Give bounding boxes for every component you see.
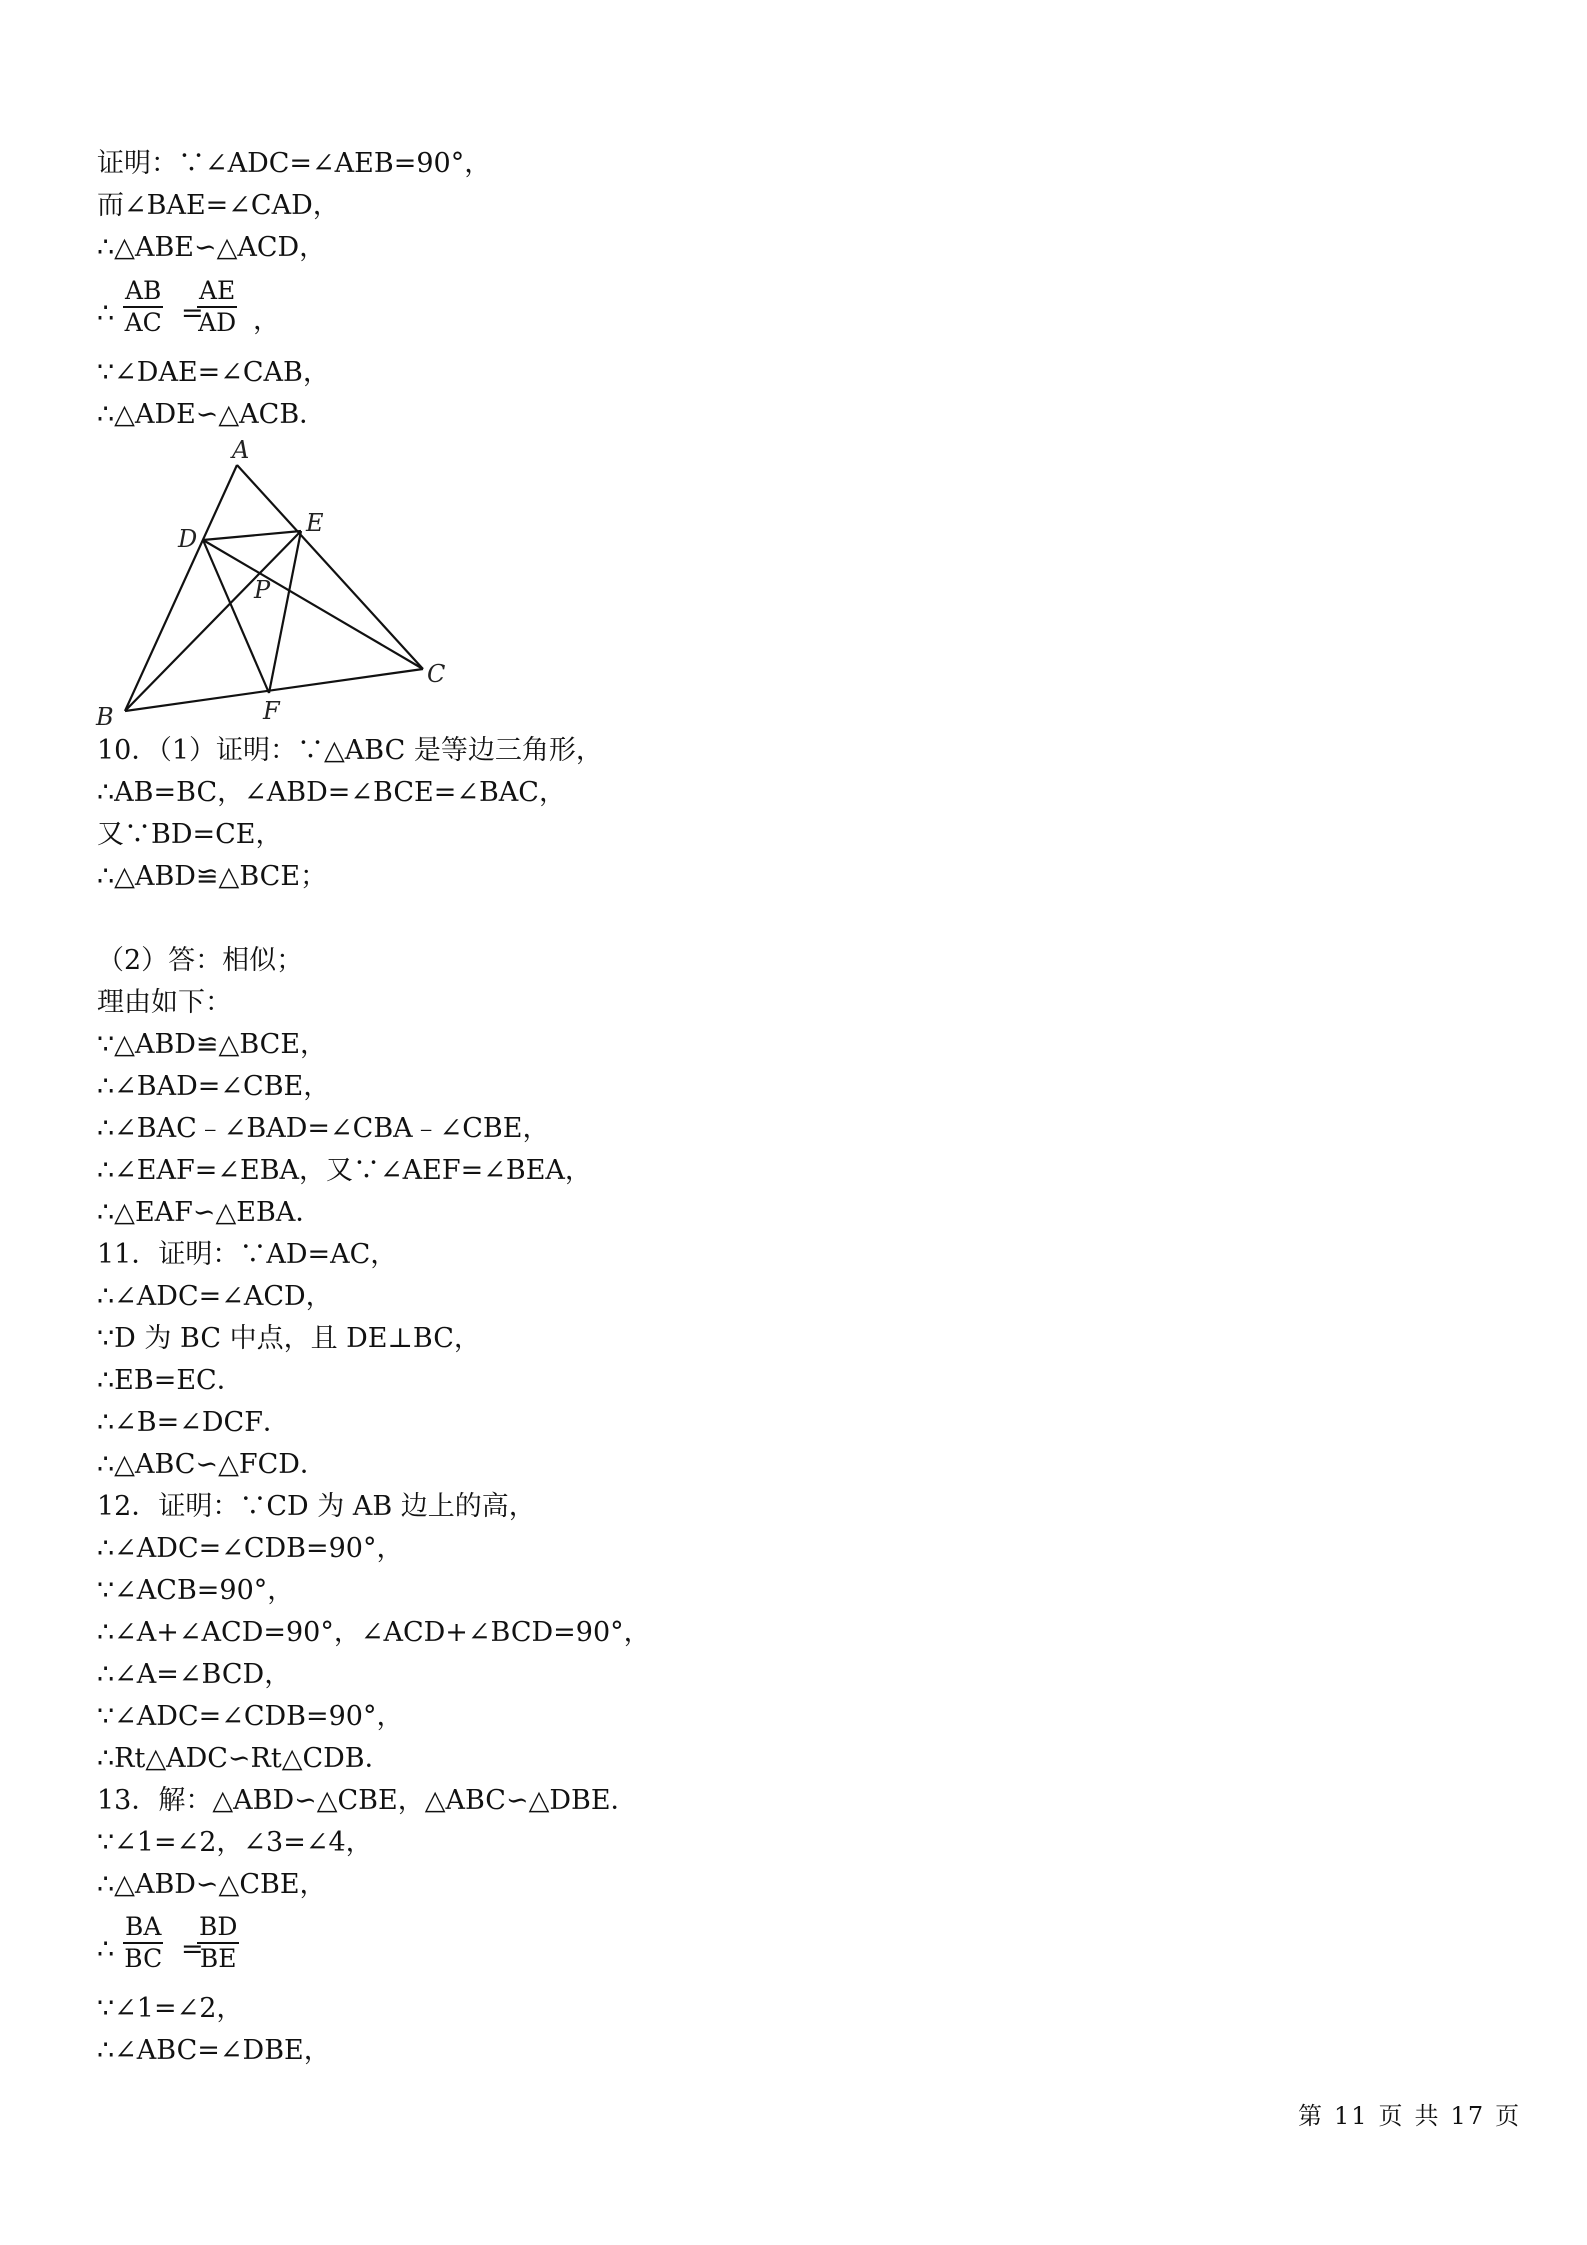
segment-de [203, 531, 301, 540]
fraction-left [123, 1912, 163, 1974]
label-b: B [96, 703, 114, 730]
label-f: F [263, 697, 280, 725]
page-footer [1298, 2096, 1531, 2131]
fraction-right [197, 1912, 239, 1974]
text-line: ∴∠ADC=∠CDB=90°， [97, 1533, 404, 1564]
text-line: 又∵BD=CE， [97, 819, 283, 850]
text-line: 10．（1）证明：∵△ABC 是等边三角形， [97, 735, 603, 766]
footer-ye2: 页 [1495, 2102, 1522, 2130]
numerator: AB [123, 276, 163, 308]
footer-di: 第 [1298, 2102, 1324, 2130]
comma: ， [253, 305, 280, 336]
text-line: ∵∠DAE=∠CAB， [97, 357, 330, 388]
text-line: ∴△ABD≌△BCE； [97, 861, 328, 892]
footer-page-number: 11 [1334, 2102, 1369, 2130]
therefore-symbol: ∴ [97, 298, 115, 329]
text-line: ∵△ABD≌△BCE， [97, 1029, 328, 1060]
segment-dc [203, 540, 423, 669]
text-line: 12．证明：∵CD 为 AB 边上的高， [97, 1491, 536, 1522]
text-line: ∴△ABD∽△CBE， [97, 1869, 327, 1900]
fraction-left [123, 276, 163, 338]
numerator: BD [197, 1912, 239, 1944]
text-line: ∴AB=BC，∠ABD=∠BCE=∠BAC， [97, 777, 566, 808]
label-c: C [427, 660, 446, 688]
equals-sign: = [181, 298, 204, 329]
footer-ye: 页 [1378, 2102, 1405, 2130]
text-line: ∴△ABC∽△FCD． [97, 1449, 327, 1480]
text-line: ∴EB=EC． [97, 1365, 244, 1396]
footer-total-pages: 17 [1450, 2102, 1486, 2130]
text-line: ∴∠BAD=∠CBE， [97, 1071, 331, 1102]
text-line: 而∠BAE=∠CAD， [97, 190, 340, 221]
label-a: A [232, 440, 250, 464]
text-line: ∴Rt△ADC∽Rt△CDB． [97, 1743, 392, 1774]
segment-df [203, 540, 269, 693]
text-line: 证明：∵∠ADC=∠AEB=90°， [97, 148, 492, 179]
denominator: BC [124, 1944, 163, 1973]
geometry-figure [92, 440, 472, 730]
side-ab [125, 465, 237, 711]
equals-sign: = [181, 1934, 204, 1965]
text-line: ∴△ABE∽△ACD， [97, 232, 327, 263]
text-line: 13．解：△ABD∽△CBE，△ABC∽△DBE． [97, 1785, 638, 1816]
text-line: （2）答：相似； [97, 945, 304, 976]
fraction-equation [97, 1912, 297, 1988]
text-line: ∴∠EAF=∠EBA，又∵∠AEF=∠BEA， [97, 1155, 592, 1186]
text-line: ∴△EAF∽△EBA． [97, 1197, 323, 1228]
numerator: AE [197, 276, 237, 308]
numerator: BA [123, 1912, 163, 1944]
denominator: AC [124, 308, 162, 337]
text-line: ∴△ADE∽△ACB． [97, 399, 327, 430]
denominator: AD [198, 308, 237, 337]
text-line: ∴∠A+∠ACD=90°，∠ACD+∠BCD=90°， [97, 1617, 651, 1648]
text-line: ∵∠ADC=∠CDB=90°， [97, 1701, 404, 1732]
segment-ef [269, 531, 301, 693]
text-line: 理由如下： [97, 987, 232, 1018]
text-line: ∴∠ABC=∠DBE， [97, 2035, 331, 2066]
label-e: E [306, 509, 324, 537]
text-line: 11．证明：∵AD=AC， [97, 1239, 398, 1270]
footer-gong: 共 [1414, 2102, 1441, 2130]
fraction-equation [97, 276, 297, 352]
text-line: ∵∠1=∠2， [97, 1993, 244, 2024]
therefore-symbol: ∴ [97, 1934, 115, 1965]
text-line: ∴∠ADC=∠ACD， [97, 1281, 333, 1312]
text-line: ∴∠BAC﹣∠BAD=∠CBA﹣∠CBE， [97, 1113, 550, 1144]
segment-be [125, 531, 301, 711]
text-line: ∴∠A=∠BCD， [97, 1659, 292, 1690]
text-line: ∵∠1=∠2，∠3=∠4， [97, 1827, 373, 1858]
text-line: ∴∠B=∠DCF． [97, 1407, 290, 1438]
text-line: ∵∠ACB=90°， [97, 1575, 295, 1606]
label-p: P [254, 576, 271, 604]
text-line: ∵D 为 BC 中点，且 DE⊥BC， [97, 1323, 481, 1354]
label-d: D [178, 525, 198, 553]
fraction-right [197, 276, 237, 338]
denominator: BE [199, 1944, 237, 1973]
